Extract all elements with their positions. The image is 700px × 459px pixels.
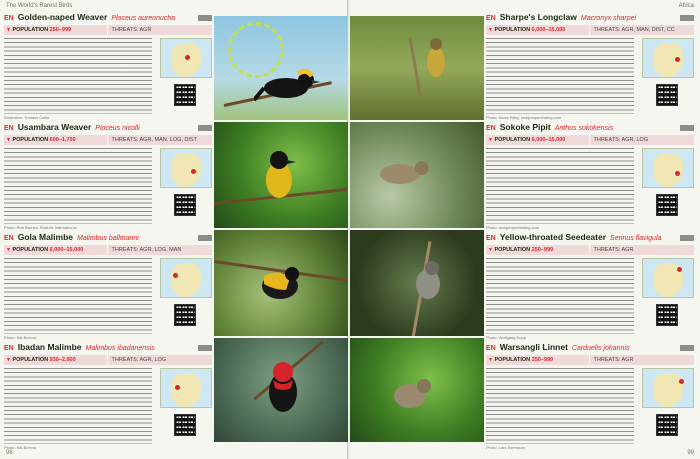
common-name: Sharpe's Longclaw <box>499 12 577 22</box>
range-map <box>160 368 212 408</box>
population-bar: ▼ POPULATION 250–999 THREATS: AGR <box>486 355 694 365</box>
threats-value: THREATS: AGR <box>107 25 213 35</box>
species-entry <box>4 232 212 340</box>
species-title-row <box>486 122 694 134</box>
photo-credit: Photo: Adam Riley, rockjumperbirding.com <box>486 115 562 120</box>
population-value: 250–999 <box>531 357 554 363</box>
status-badge: EN <box>486 345 496 352</box>
status-marker <box>198 15 212 21</box>
population-value: 6,000–15,000 <box>531 137 566 143</box>
qr-code-icon[interactable] <box>656 84 678 106</box>
down-arrow-icon: ▼ <box>488 357 493 363</box>
population-bar: ▼ POPULATION 250–999 THREATS: AGR <box>486 245 694 255</box>
page-number-left: 98 <box>6 450 13 456</box>
common-name: Gola Malimbe <box>17 232 73 242</box>
right-page <box>350 0 700 459</box>
species-entry <box>4 342 212 450</box>
population-value: 250–999 <box>49 27 72 33</box>
status-marker <box>198 345 212 351</box>
bird-photo-sharpes-longclaw <box>350 16 484 120</box>
down-arrow-icon: ▼ <box>6 357 11 363</box>
species-title-row <box>486 12 694 24</box>
range-map <box>160 38 212 78</box>
status-marker <box>198 235 212 241</box>
species-entry <box>4 12 212 120</box>
common-name: Golden-naped Weaver <box>17 12 108 22</box>
threats-value: THREATS: AGR, LOG <box>107 355 213 365</box>
status-marker <box>198 125 212 131</box>
threats-value: THREATS: AGR, MAN, LOG, DIST <box>107 135 213 145</box>
scientific-name: Macronyx sharpei <box>580 15 637 22</box>
species-title-row <box>4 12 212 24</box>
photo-credit: Photo: Wolfgang Kopp <box>486 335 526 340</box>
qr-code-icon[interactable] <box>174 84 196 106</box>
species-description-text <box>4 38 152 114</box>
scientific-name: Ploceus nicolli <box>95 125 140 132</box>
qr-code-icon[interactable] <box>656 194 678 216</box>
species-description-text <box>486 38 634 114</box>
status-marker <box>680 125 694 131</box>
photo-credit: Photo: Nik Borrow <box>4 335 37 340</box>
status-badge: EN <box>486 235 496 242</box>
species-title-row <box>486 342 694 354</box>
threats-value: THREATS: AGR <box>589 245 695 255</box>
bird-photo-gola-malimbe <box>214 230 348 336</box>
species-entry <box>4 122 212 230</box>
species-description-text <box>486 148 634 224</box>
bird-photo-warsangli-linnet <box>350 338 484 442</box>
bird-photo-usambara-weaver <box>214 122 348 228</box>
bird-photo-yellow-throated-seedeater <box>350 230 484 336</box>
population-value: 6,000–15,000 <box>49 247 84 253</box>
status-marker <box>680 15 694 21</box>
status-badge: EN <box>4 15 14 22</box>
scientific-name: Serinus flavigula <box>610 235 662 242</box>
range-map <box>642 368 694 408</box>
species-title-row <box>486 232 694 244</box>
threats-value: THREATS: AGR, LOG <box>589 135 695 145</box>
status-badge: EN <box>4 235 14 242</box>
qr-code-icon[interactable] <box>174 194 196 216</box>
bird-photo-ibadan-malimbe <box>214 338 348 442</box>
down-arrow-icon: ▼ <box>488 137 493 143</box>
status-marker <box>680 235 694 241</box>
population-value: 600–1,700 <box>49 137 76 143</box>
population-bar: ▼ POPULATION 6,000–15,000 THREATS: AGR, LOG <box>486 135 694 145</box>
population-value: 250–999 <box>531 247 554 253</box>
down-arrow-icon: ▼ <box>6 27 11 33</box>
status-badge: EN <box>4 345 14 352</box>
qr-code-icon[interactable] <box>174 414 196 436</box>
species-description-text <box>4 258 152 334</box>
population-value: 930–2,900 <box>49 357 76 363</box>
status-badge: EN <box>4 125 14 132</box>
common-name: Usambara Weaver <box>17 122 92 132</box>
threats-value: THREATS: AGR, MAN, DIST, CC <box>589 25 695 35</box>
range-map <box>160 148 212 188</box>
population-bar: ▼ POPULATION 600–1,700 THREATS: AGR, MAN, LOG, DIST <box>4 135 212 145</box>
scientific-name: Anthus sokokensis <box>554 125 614 132</box>
running-head-right: Africa <box>678 3 694 9</box>
scientific-name: Malimbus ibadanensis <box>85 345 155 352</box>
qr-code-icon[interactable] <box>656 414 678 436</box>
species-entry <box>486 342 694 450</box>
down-arrow-icon: ▼ <box>6 137 11 143</box>
species-title-row <box>4 122 212 134</box>
status-badge: EN <box>486 15 496 22</box>
species-description-text <box>4 368 152 444</box>
qr-code-icon[interactable] <box>656 304 678 326</box>
range-map <box>642 38 694 78</box>
down-arrow-icon: ▼ <box>6 247 11 253</box>
page-number-right: 99 <box>687 450 694 456</box>
threats-value: THREATS: AGR, LOG, MAN <box>107 245 213 255</box>
population-bar: ▼ POPULATION 930–2,900 THREATS: AGR, LOG <box>4 355 212 365</box>
common-name: Warsangli Linnet <box>499 342 568 352</box>
threats-value: THREATS: AGR <box>589 355 695 365</box>
scientific-name: Ploceus aureonucha <box>111 15 176 22</box>
species-description-text <box>486 258 634 334</box>
left-page <box>0 0 348 459</box>
population-bar: ▼ POPULATION 250–999 THREATS: AGR <box>4 25 212 35</box>
scientific-name: Carduelis johannis <box>571 345 630 352</box>
bird-photo-golden-naped-weaver <box>214 16 348 120</box>
species-title-row <box>4 232 212 244</box>
population-value: 6,000–15,000 <box>531 27 566 33</box>
photo-credit: Photo: Nik Borrow <box>4 445 37 450</box>
species-entry <box>486 12 694 120</box>
running-head-left: The World's Rarest Birds <box>6 3 73 9</box>
status-badge: EN <box>486 125 496 132</box>
status-marker <box>680 345 694 351</box>
down-arrow-icon: ▼ <box>488 27 493 33</box>
range-map <box>160 258 212 298</box>
species-description-text <box>486 368 634 444</box>
photo-credit: Photo: Lars Svensson <box>486 445 526 450</box>
population-bar: ▼ POPULATION 6,000–15,000 THREATS: AGR, MAN, DIST, CC <box>486 25 694 35</box>
qr-code-icon[interactable] <box>174 304 196 326</box>
range-map <box>642 258 694 298</box>
species-title-row <box>4 342 212 354</box>
range-map <box>642 148 694 188</box>
photo-credit: Photo: rockjumperbirding.com <box>486 225 540 230</box>
bird-photo-sokoke-pipit <box>350 122 484 228</box>
species-entry <box>486 232 694 340</box>
species-description-text <box>4 148 152 224</box>
down-arrow-icon: ▼ <box>488 247 493 253</box>
common-name: Yellow-throated Seedeater <box>499 232 607 242</box>
species-entry <box>486 122 694 230</box>
common-name: Sokoke Pipit <box>499 122 551 132</box>
photo-credit: Photo: Rob Barnes, BirdLife International <box>4 225 77 230</box>
population-bar: ▼ POPULATION 6,000–15,000 THREATS: AGR, LOG, MAN <box>4 245 212 255</box>
photo-credit: Illustration: Tomasz Cofta <box>4 115 49 120</box>
common-name: Ibadan Malimbe <box>17 342 82 352</box>
scientific-name: Malimbus ballmanni <box>77 235 139 242</box>
